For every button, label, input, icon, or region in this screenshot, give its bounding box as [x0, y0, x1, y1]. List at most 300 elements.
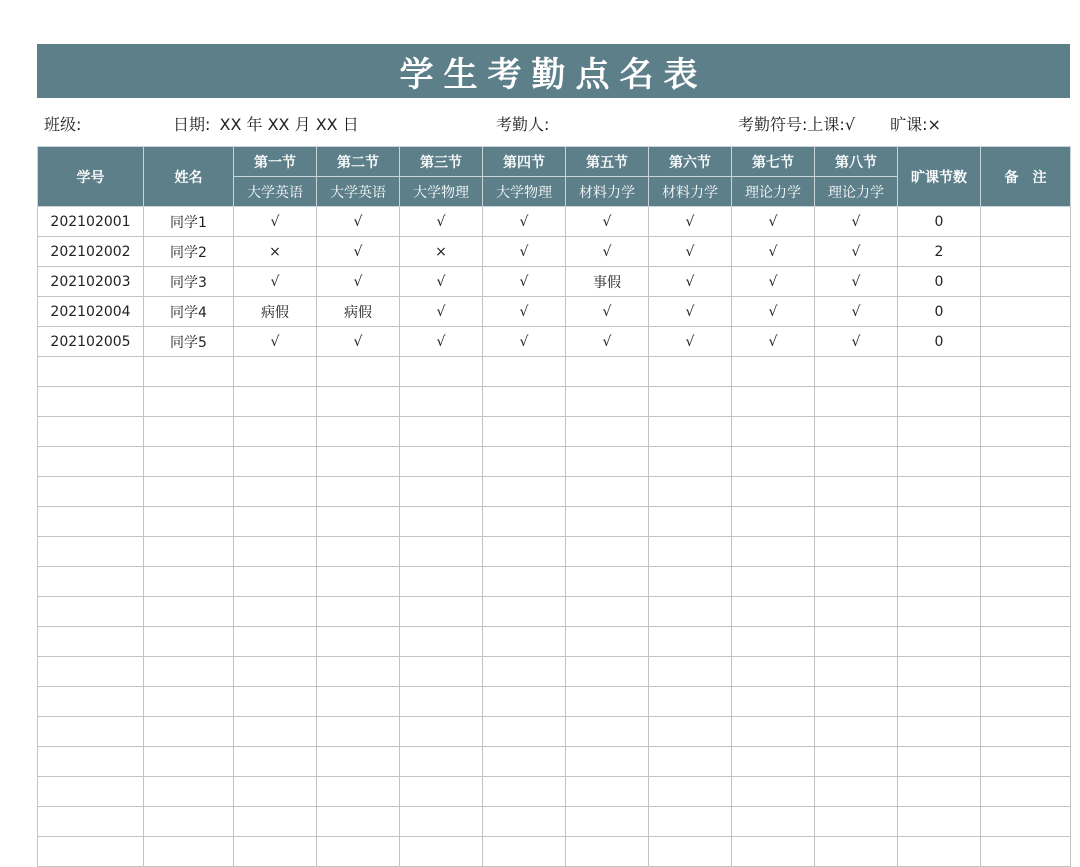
attendance-cell — [234, 597, 317, 627]
table-row — [38, 237, 1071, 267]
attendance-cell — [400, 807, 483, 837]
attendance-cell — [483, 477, 566, 507]
absent-count-cell — [898, 687, 981, 717]
attendance-cell — [483, 657, 566, 687]
attendance-cell — [400, 357, 483, 387]
student-name-cell: 同学1 — [144, 207, 234, 237]
table-row — [38, 477, 1071, 507]
student-name-cell — [144, 507, 234, 537]
class-field — [44, 114, 81, 136]
attendance-cell — [649, 687, 732, 717]
attendance-cell — [483, 837, 566, 867]
title-bar — [37, 44, 1070, 98]
attendance-cell — [317, 477, 400, 507]
attendance-cell — [400, 447, 483, 477]
attendance-cell — [566, 747, 649, 777]
attendance-cell — [566, 657, 649, 687]
attendance-cell — [732, 417, 815, 447]
attendance-cell — [317, 657, 400, 687]
attendance-cell — [732, 717, 815, 747]
table-row — [38, 387, 1071, 417]
attendance-cell — [483, 777, 566, 807]
header-session-label: 第八节 — [815, 147, 898, 177]
attendance-cell: √ — [649, 237, 732, 267]
attendance-cell: √ — [317, 327, 400, 357]
student-id-cell — [38, 387, 144, 417]
attendance-cell: √ — [483, 207, 566, 237]
attendance-cell — [483, 537, 566, 567]
student-id-cell — [38, 777, 144, 807]
header-session-label: 第一节 — [234, 147, 317, 177]
attendance-cell — [566, 807, 649, 837]
student-name-cell — [144, 687, 234, 717]
attendance-cell — [234, 537, 317, 567]
attendance-cell — [649, 837, 732, 867]
attendance-cell — [649, 747, 732, 777]
table-row — [38, 597, 1071, 627]
student-id-cell: 202102005 — [38, 327, 144, 357]
attendance-cell — [234, 567, 317, 597]
symbol-legend — [738, 114, 941, 136]
attendance-cell — [483, 717, 566, 747]
attendance-cell — [400, 747, 483, 777]
absent-count-cell — [898, 417, 981, 447]
student-id-cell — [38, 747, 144, 777]
attendance-cell — [815, 417, 898, 447]
remark-cell — [981, 567, 1071, 597]
remark-cell — [981, 807, 1071, 837]
student-id-cell — [38, 357, 144, 387]
remark-cell — [981, 417, 1071, 447]
attendance-cell — [483, 447, 566, 477]
attendance-cell — [400, 537, 483, 567]
attendance-cell: √ — [400, 267, 483, 297]
table-row — [38, 777, 1071, 807]
page-title: 学生考勤点名表 — [399, 54, 708, 95]
student-id-cell — [38, 567, 144, 597]
attendance-cell — [317, 807, 400, 837]
attendance-cell: √ — [815, 297, 898, 327]
attendance-cell — [317, 747, 400, 777]
attendance-cell: √ — [566, 237, 649, 267]
attendance-cell — [566, 567, 649, 597]
absent-count-cell — [898, 537, 981, 567]
attendance-cell — [566, 507, 649, 537]
table-row — [38, 447, 1071, 477]
absent-count-cell — [898, 357, 981, 387]
attendance-cell — [317, 387, 400, 417]
attendance-cell — [732, 747, 815, 777]
attendance-cell — [234, 807, 317, 837]
attendance-cell: √ — [483, 237, 566, 267]
attendance-cell — [566, 717, 649, 747]
absent-count-cell — [898, 507, 981, 537]
attendance-cell — [649, 447, 732, 477]
remark-cell — [981, 837, 1071, 867]
attendance-cell — [483, 387, 566, 417]
attendance-cell: √ — [732, 327, 815, 357]
attendance-cell — [483, 567, 566, 597]
absent-count-cell: 0 — [898, 267, 981, 297]
header-session-label: 第四节 — [483, 147, 566, 177]
attendance-cell — [317, 687, 400, 717]
attendance-cell — [649, 627, 732, 657]
attendance-cell — [234, 777, 317, 807]
remark-cell — [981, 207, 1071, 237]
symbol-label: 考勤符号: — [738, 115, 808, 134]
student-id-cell: 202102004 — [38, 297, 144, 327]
attendance-cell — [815, 387, 898, 417]
attendance-cell — [317, 777, 400, 807]
student-id-cell — [38, 477, 144, 507]
attendance-cell — [234, 387, 317, 417]
remark-cell — [981, 507, 1071, 537]
attendance-cell — [732, 777, 815, 807]
attendance-cell: √ — [317, 267, 400, 297]
present-label: 上课: — [807, 115, 845, 134]
attendance-cell: √ — [400, 207, 483, 237]
table-row — [38, 837, 1071, 867]
attendance-cell — [400, 657, 483, 687]
attendance-cell — [732, 597, 815, 627]
absent-count-cell — [898, 717, 981, 747]
attendance-cell — [234, 507, 317, 537]
table-row — [38, 507, 1071, 537]
header-session-course: 大学英语 — [317, 177, 400, 207]
student-name-cell — [144, 477, 234, 507]
student-id-cell — [38, 837, 144, 867]
student-name-cell: 同学3 — [144, 267, 234, 297]
attendance-cell — [317, 417, 400, 447]
attendance-cell — [400, 507, 483, 537]
absent-count-cell: 0 — [898, 327, 981, 357]
absent-count-cell — [898, 777, 981, 807]
student-name-cell — [144, 807, 234, 837]
attendance-cell: √ — [483, 327, 566, 357]
student-name-cell — [144, 747, 234, 777]
attendance-cell — [815, 717, 898, 747]
student-name-cell — [144, 627, 234, 657]
student-id-cell — [38, 657, 144, 687]
remark-cell — [981, 357, 1071, 387]
attendance-cell — [400, 627, 483, 657]
attendance-cell — [234, 837, 317, 867]
header-session-course: 大学物理 — [400, 177, 483, 207]
attendance-cell — [815, 477, 898, 507]
attendance-cell — [732, 837, 815, 867]
attendance-cell — [483, 807, 566, 837]
student-name-cell — [144, 447, 234, 477]
remark-cell — [981, 387, 1071, 417]
attendance-cell: √ — [234, 267, 317, 297]
header-session-course: 材料力学 — [649, 177, 732, 207]
attendance-cell — [317, 597, 400, 627]
attendance-cell — [483, 627, 566, 657]
table-body — [38, 207, 1071, 867]
student-name-cell — [144, 567, 234, 597]
student-name-cell — [144, 597, 234, 627]
attendance-cell: 病假 — [234, 297, 317, 327]
student-id-cell — [38, 447, 144, 477]
remark-cell — [981, 627, 1071, 657]
table-header — [38, 147, 1071, 207]
table-row — [38, 807, 1071, 837]
attendance-cell — [400, 417, 483, 447]
remark-cell — [981, 777, 1071, 807]
attendance-cell: √ — [732, 267, 815, 297]
attendance-cell — [400, 567, 483, 597]
attendance-cell — [732, 537, 815, 567]
class-label: 班级: — [44, 115, 82, 134]
attendance-cell: × — [400, 237, 483, 267]
checker-field — [496, 114, 549, 136]
absent-count-cell — [898, 597, 981, 627]
attendance-cell — [317, 627, 400, 657]
student-name-cell — [144, 537, 234, 567]
remark-cell — [981, 447, 1071, 477]
attendance-cell — [815, 687, 898, 717]
attendance-cell — [566, 417, 649, 447]
remark-cell — [981, 477, 1071, 507]
header-session-course: 理论力学 — [815, 177, 898, 207]
attendance-cell — [234, 417, 317, 447]
checker-label: 考勤人: — [496, 115, 550, 134]
absent-symbol: × — [927, 115, 941, 134]
attendance-cell: √ — [483, 297, 566, 327]
attendance-cell — [317, 447, 400, 477]
table-row — [38, 747, 1071, 777]
table-row — [38, 627, 1071, 657]
attendance-cell — [483, 687, 566, 717]
attendance-cell — [815, 837, 898, 867]
remark-cell — [981, 747, 1071, 777]
attendance-cell — [566, 687, 649, 717]
student-id-cell — [38, 507, 144, 537]
attendance-cell: √ — [317, 237, 400, 267]
attendance-cell — [483, 597, 566, 627]
remark-cell — [981, 687, 1071, 717]
attendance-cell — [649, 777, 732, 807]
attendance-cell: 事假 — [566, 267, 649, 297]
header-remark: 备 注 — [981, 147, 1071, 207]
attendance-cell — [815, 357, 898, 387]
attendance-cell — [815, 537, 898, 567]
attendance-cell — [566, 357, 649, 387]
student-name-cell — [144, 837, 234, 867]
student-id-cell — [38, 597, 144, 627]
attendance-cell: √ — [400, 297, 483, 327]
header-session-course: 大学物理 — [483, 177, 566, 207]
absent-count-cell — [898, 657, 981, 687]
attendance-cell — [566, 627, 649, 657]
date-value: XX 年 XX 月 XX 日 — [219, 115, 359, 134]
table-row — [38, 357, 1071, 387]
attendance-cell — [400, 477, 483, 507]
header-name: 姓名 — [144, 147, 234, 207]
attendance-cell: √ — [566, 207, 649, 237]
attendance-cell: √ — [649, 297, 732, 327]
absent-count-cell — [898, 477, 981, 507]
attendance-cell — [649, 477, 732, 507]
student-id-cell — [38, 537, 144, 567]
attendance-cell — [732, 627, 815, 657]
student-name-cell — [144, 657, 234, 687]
attendance-cell — [732, 387, 815, 417]
attendance-cell: √ — [566, 297, 649, 327]
attendance-cell — [317, 567, 400, 597]
table-row — [38, 267, 1071, 297]
absent-count-cell — [898, 747, 981, 777]
date-field — [173, 114, 359, 136]
student-id-cell — [38, 687, 144, 717]
attendance-cell — [400, 387, 483, 417]
header-absent-count: 旷课节数 — [898, 147, 981, 207]
attendance-cell — [483, 507, 566, 537]
absent-count-cell: 0 — [898, 207, 981, 237]
table-row — [38, 207, 1071, 237]
absent-count-cell: 2 — [898, 237, 981, 267]
attendance-cell — [566, 447, 649, 477]
student-name-cell: 同学4 — [144, 297, 234, 327]
remark-cell — [981, 657, 1071, 687]
remark-cell — [981, 237, 1071, 267]
attendance-cell — [317, 507, 400, 537]
attendance-cell — [815, 777, 898, 807]
attendance-cell — [234, 717, 317, 747]
attendance-cell — [649, 357, 732, 387]
student-name-cell — [144, 387, 234, 417]
student-name-cell — [144, 417, 234, 447]
attendance-cell — [732, 807, 815, 837]
student-id-cell: 202102003 — [38, 267, 144, 297]
attendance-cell — [649, 567, 732, 597]
attendance-cell: √ — [234, 327, 317, 357]
student-id-cell: 202102002 — [38, 237, 144, 267]
table-row — [38, 657, 1071, 687]
student-name-cell: 同学5 — [144, 327, 234, 357]
attendance-cell — [649, 717, 732, 747]
attendance-cell — [234, 627, 317, 657]
attendance-cell — [815, 747, 898, 777]
attendance-cell — [400, 777, 483, 807]
attendance-cell — [566, 777, 649, 807]
attendance-cell: √ — [317, 207, 400, 237]
attendance-cell — [317, 837, 400, 867]
attendance-cell: √ — [815, 207, 898, 237]
attendance-cell — [649, 507, 732, 537]
attendance-cell — [815, 567, 898, 597]
attendance-cell: √ — [649, 267, 732, 297]
attendance-cell — [815, 597, 898, 627]
attendance-cell — [483, 747, 566, 777]
header-session-label: 第五节 — [566, 147, 649, 177]
table-row — [38, 717, 1071, 747]
attendance-cell — [234, 357, 317, 387]
attendance-cell — [732, 357, 815, 387]
attendance-cell: √ — [815, 267, 898, 297]
attendance-cell — [566, 537, 649, 567]
absent-count-cell — [898, 807, 981, 837]
attendance-cell: √ — [400, 327, 483, 357]
student-name-cell — [144, 717, 234, 747]
header-session-label: 第六节 — [649, 147, 732, 177]
attendance-cell: √ — [483, 267, 566, 297]
attendance-cell: √ — [732, 237, 815, 267]
header-session-label: 第三节 — [400, 147, 483, 177]
attendance-cell — [566, 837, 649, 867]
attendance-cell — [732, 507, 815, 537]
attendance-cell — [400, 837, 483, 867]
attendance-cell — [317, 357, 400, 387]
attendance-cell — [732, 657, 815, 687]
attendance-cell — [234, 477, 317, 507]
attendance-cell — [815, 447, 898, 477]
table-row — [38, 687, 1071, 717]
attendance-cell: × — [234, 237, 317, 267]
remark-cell — [981, 717, 1071, 747]
attendance-cell — [566, 477, 649, 507]
attendance-cell — [815, 657, 898, 687]
date-label: 日期: — [173, 115, 211, 134]
table-row — [38, 567, 1071, 597]
attendance-cell: 病假 — [317, 297, 400, 327]
attendance-cell — [234, 447, 317, 477]
attendance-cell — [649, 387, 732, 417]
attendance-cell — [649, 417, 732, 447]
present-symbol: √ — [844, 115, 856, 134]
student-name-cell: 同学2 — [144, 237, 234, 267]
attendance-cell — [815, 807, 898, 837]
student-id-cell — [38, 627, 144, 657]
attendance-cell — [317, 717, 400, 747]
attendance-cell — [400, 597, 483, 627]
attendance-cell: √ — [815, 327, 898, 357]
absent-count-cell: 0 — [898, 297, 981, 327]
absent-count-cell — [898, 387, 981, 417]
table-row — [38, 297, 1071, 327]
attendance-cell — [732, 687, 815, 717]
attendance-cell — [317, 537, 400, 567]
attendance-cell — [483, 417, 566, 447]
student-id-cell: 202102001 — [38, 207, 144, 237]
remark-cell — [981, 597, 1071, 627]
header-session-label: 第七节 — [732, 147, 815, 177]
student-name-cell — [144, 777, 234, 807]
absent-label: 旷课: — [890, 115, 928, 134]
header-session-course: 理论力学 — [732, 177, 815, 207]
attendance-cell — [483, 357, 566, 387]
attendance-cell — [234, 687, 317, 717]
absent-count-cell — [898, 567, 981, 597]
attendance-cell — [649, 537, 732, 567]
attendance-cell — [400, 687, 483, 717]
attendance-cell: √ — [566, 327, 649, 357]
student-name-cell — [144, 357, 234, 387]
remark-cell — [981, 267, 1071, 297]
remark-cell — [981, 327, 1071, 357]
attendance-cell: √ — [649, 327, 732, 357]
attendance-cell: √ — [234, 207, 317, 237]
student-id-cell — [38, 717, 144, 747]
absent-count-cell — [898, 447, 981, 477]
student-id-cell — [38, 417, 144, 447]
attendance-table — [37, 146, 1071, 867]
attendance-cell — [566, 597, 649, 627]
attendance-cell — [732, 447, 815, 477]
attendance-cell — [732, 567, 815, 597]
attendance-cell — [815, 627, 898, 657]
header-session-course: 材料力学 — [566, 177, 649, 207]
